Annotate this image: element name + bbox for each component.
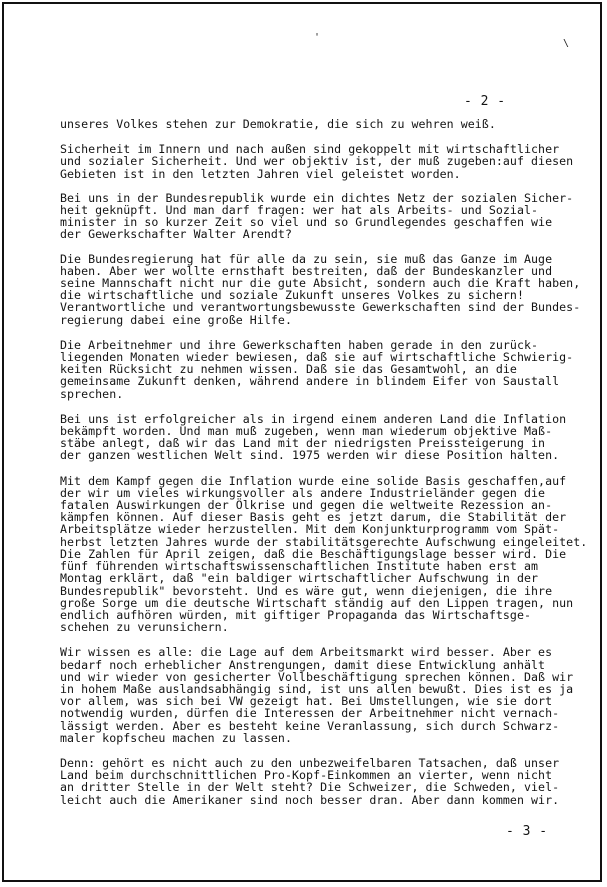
text-line: gemeinsame Zukunft denken, während andere in blindem Eifer von Saustall [60,374,560,389]
text-line: die wirtschaftliche und soziale Zukunft unseres Volkes zu sichern! [60,288,524,303]
paragraph-1 [60,118,600,130]
text-line: der Gewerkschafter Walter Arendt? [60,227,292,242]
paragraph-3 [60,192,600,241]
text-line: leicht auch die Amerikaner sind noch besser dran. Aber dann kommen wir. [60,792,560,807]
text-line: bedarf noch erheblicher Anstrengungen, damit diese Entwicklung anhält [60,657,546,672]
paragraph-9 [60,757,600,806]
footer-page-number: - 3 - [506,824,548,839]
text-line: liegenden Monaten wieder bewiesen, daß sie auf wirtschaftliche Schwierig- [60,350,574,365]
text-line: notwendig wurden, dürfen die Interessen der Arbeitnehmer nicht vernach- [60,706,560,721]
text-line: Bundesrepublik" bevorsteht. Und es wäre gut, wenn diejenigen, die ihre [60,583,553,598]
text-line: Verantwortliche und verantwortungsbewusste Gewerkschaften sind der Bundes- [60,300,581,315]
text-line: stäbe anlegt, daß wir das Land mit der niedrigsten Preissteigerung in [60,436,546,451]
text-line: haben. Aber wer wollte ernsthaft bestreiten, daß der Bundeskanzler und [60,263,553,278]
paragraph-7 [60,475,600,634]
paragraph-6 [60,413,600,462]
text-line: endlich aufhören würden, mit giftiger Propaganda das Wirtschaftsge- [60,607,532,622]
text-line: Die Arbeitnehmer und ihre Gewerkschaften haben gerade in den zurück- [60,337,539,352]
text-line: Land beim durchschnittlichen Pro-Kopf-Einkommen an vierter, wenn nicht [60,768,553,783]
text-line: unseres Volkes stehen zur Demokratie, die sich zu wehren weiß. [60,117,496,131]
text-line: Sicherheit im Innern und nach außen sind gekoppelt mit wirtschaftlicher [60,142,560,157]
text-line: sprechen. [60,386,124,401]
text-line: Arbeitsplätze wieder herzustellen. Mit dem Konjunkturprogramm vom Spät- [60,522,560,537]
text-line: Gebieten ist in den letzten Jahren viel geleistet worden. [60,166,461,181]
text-line: kämpfen können. Auf dieser Basis geht es jetzt darum, die Stabilität der [60,510,567,525]
text-line: heit geknüpft. Und man darf fragen: wer hat als Arbeits- und Sozial- [60,203,539,218]
text-line: bekämpft worden. Und man muß zugeben, wenn man wiederum objektive Maß- [60,424,553,439]
text-line: und sozialer Sicherheit. Und wer objektiv ist, der muß zugeben:auf diesen [60,154,574,169]
text-line: vor allem, was sich bei VW gezeigt hat. Bei Umstellungen, wie sie dort [60,694,553,709]
paragraph-2 [60,143,600,180]
text-line: Die Zahlen für April zeigen, daß die Beschäftigungslage besser wird. Die [60,546,567,561]
text-line: maler kopfscheu machen zu lassen. [60,730,292,745]
text-line: minister in so kurzer Zeit so viel und so Grundlegendes geschaffen wie [60,215,553,230]
scan-speck-top: ' [314,32,321,43]
paragraph-8 [60,646,600,744]
text-line: lässigt werden. Aber es besteht keine Veranlassung, sich durch Schwarz- [60,718,560,733]
text-line: an dritter Stelle in der Welt steht? Die Schweizer, die Schweden, viel- [60,780,560,795]
text-line: fatalen Auswirkungen der Ölkrise und gegen die weltweite Rezession an- [60,498,553,513]
text-line: keiten Rücksicht zu nehmen wissen. Daß sie das Gesamtwohl, an die [60,362,517,377]
text-line: herbst letzten Jahres wurde der stabilitätsgerechte Aufschwung eingeleitet. [60,534,588,549]
text-line: regierung dabei eine große Hilfe. [60,312,292,327]
paragraph-5 [60,339,600,400]
text-line: seine Mannschaft nicht nur die gute Absicht, sondern auch die Kraft haben, [60,276,581,291]
text-line: in hohem Maße auslandsabhängig sind, ist uns allen bewußt. Dies ist es ja [60,681,574,696]
text-line: Bei uns ist erfolgreicher als in irgend einem anderen Land die Inflation [60,411,567,426]
text-line: Wir wissen es alle: die Lage auf dem Arbeitsmarkt wird besser. Aber es [60,645,553,660]
paragraph-4 [60,253,600,326]
text-line: Die Bundesregierung hat für alle da zu sein, sie muß das Ganze im Auge [60,251,553,266]
text-line: große Sorge um die deutsche Wirtschaft ständig auf den Lippen tragen, nun [60,595,574,610]
header-page-number: - 2 - [464,94,506,109]
text-line: schehen zu verunsichern. [60,620,229,635]
text-line: Denn: gehört es nicht auch zu den unbezweifelbaren Tatsachen, daß unser [60,755,560,770]
text-line: Bei uns in der Bundesrepublik wurde ein dichtes Netz der sozialen Sicher- [60,190,574,205]
text-line: der ganzen westlichen Welt sind. 1975 werden wir diese Position halten. [60,448,560,463]
text-line: Montag erklärt, daß "ein baldiger wirtschaftlicher Aufschwung in der [60,571,539,586]
text-line: Mit dem Kampf gegen die Inflation wurde eine solide Basis geschaffen,auf [60,473,567,488]
text-line: und wir wieder von gesicherter Vollbeschäftigung sprechen können. Daß wir [60,669,574,684]
document-body [60,118,600,806]
text-line: der wir um vieles wirkungsvoller als andere Industrieländer gegen die [60,485,546,500]
text-line: fünf führenden wirtschaftswissenschaftlichen Institute haben erst am [60,559,539,574]
scan-speck-right: \ [563,38,570,49]
